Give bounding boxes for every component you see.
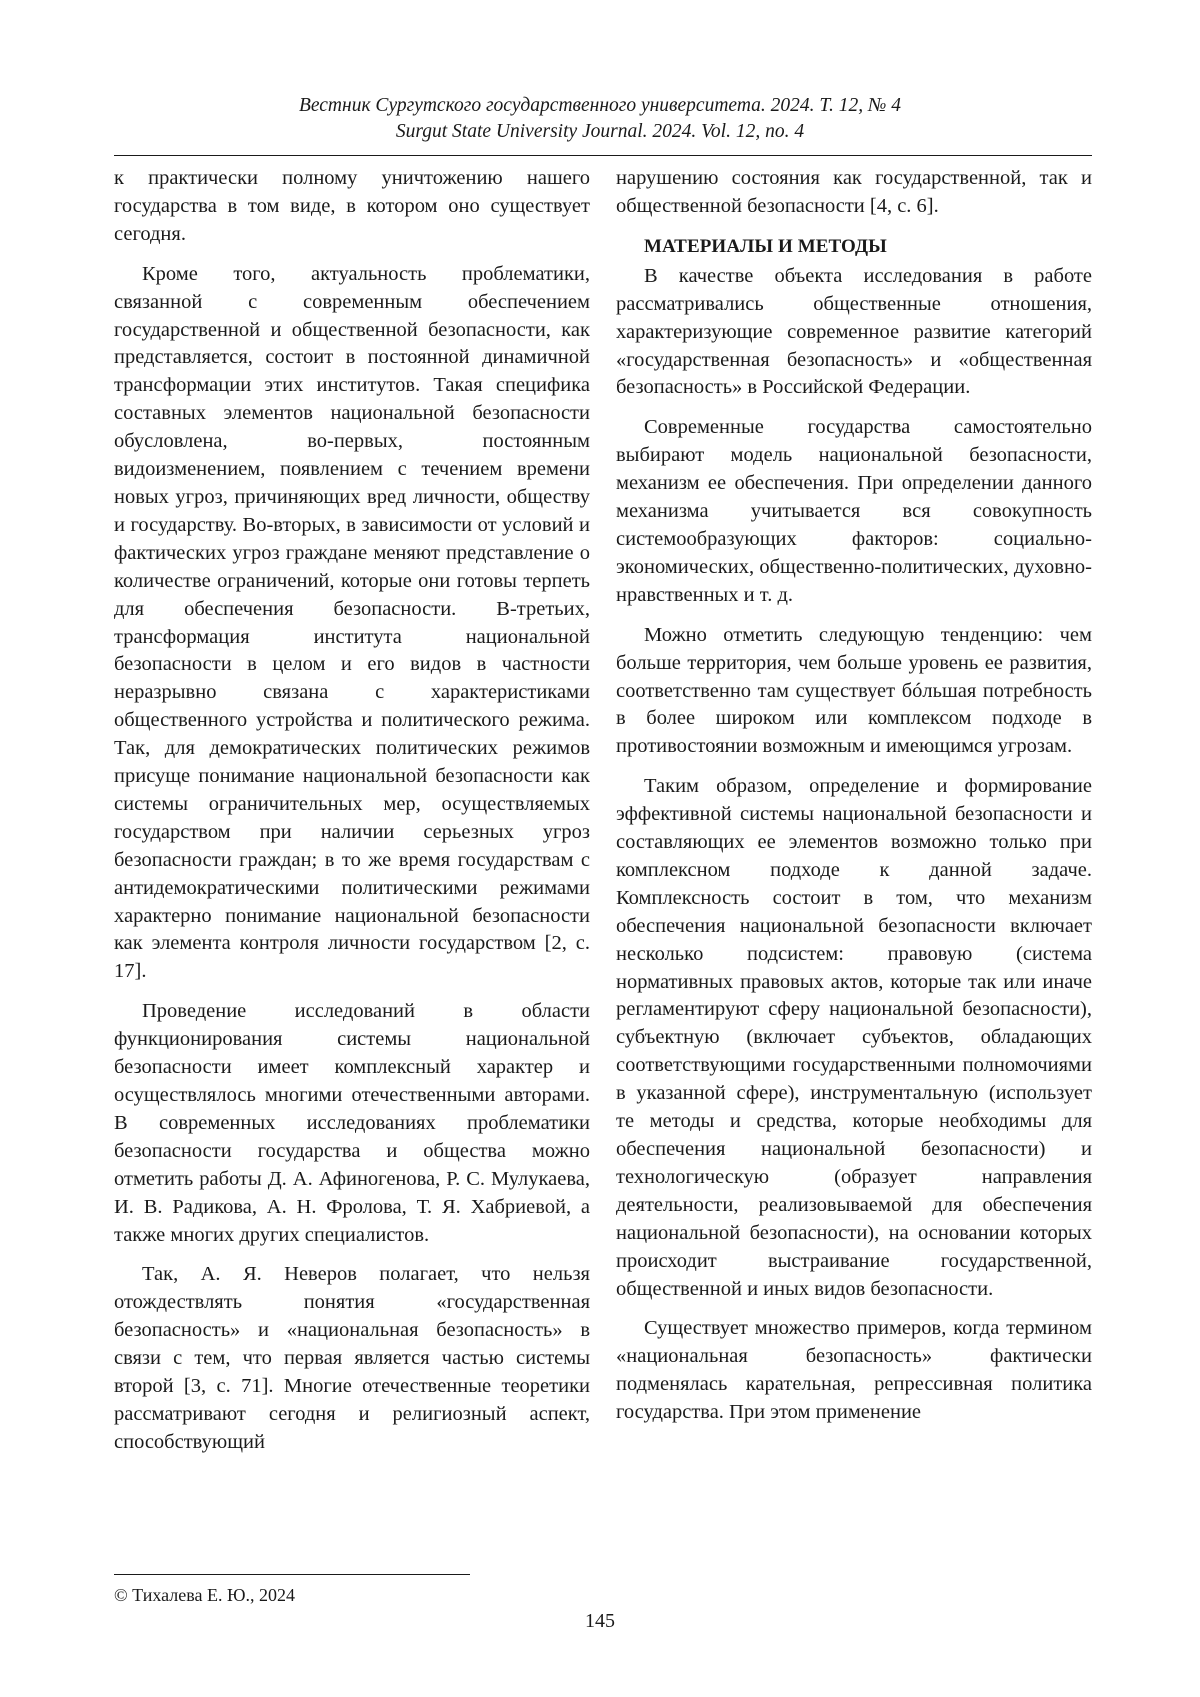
paragraph: Кроме того, актуальность проблематики, связанной с современным обеспечением государственной и общественной безопасности, как представляется, состоит в постоянной динамичной трансформации этих институтов. Такая специфика составных элементов национальной безопасности обусловлена, во-первых, постоянным видоизменением, появлением с течением времени новых угроз, причиняющих вред личности, обществу и государству. Во-вторых, в зависимости от условий и фактических угроз граждане меняют представление о количестве ограничений, которые они готовы терпеть для обеспечения безопасности. В-третьих, трансформация института национальной безопасности в целом и его видов в частности неразрывно связана с характеристиками общественного устройства и политического режима. Так, для демократических политических режимов присуще понимание национальной безопасности как системы ограничительных мер, осуществляемых государством при наличии серьезных угроз безопасности граждан; в то же время государствам с антидемократическими политическими режимами характерно понимание национальной безопасности как элемента контроля личности государством [2, с. 17]. bbox=[114, 262, 590, 983]
section-heading: МАТЕРИАЛЫ И МЕТОДЫ bbox=[644, 235, 887, 257]
header-divider bbox=[114, 155, 1092, 156]
journal-header bbox=[0, 93, 1200, 145]
paragraph: Можно отметить следующую тенденцию: чем больше территория, чем больше уровень ее развития, соответственно там существует бóльшая потребность в более широком или комплексом подходе в противостоянии возможным и имеющимся угрозам. bbox=[616, 623, 1092, 758]
paragraph: Так, А. Я. Неверов полагает, что нельзя отождествлять понятия «государственная безопасность» и «национальная безопасность» в связи с тем, что первая является частью системы второй [3, с. 71]. Многие отечественные теоретики рассматривают сегодня и религиозный аспект, способствующий bbox=[114, 1263, 590, 1453]
left-column bbox=[114, 165, 590, 1469]
journal-title-en: Surgut State University Journal. 2024. Vol. 12, no. 4 bbox=[395, 121, 805, 142]
paragraph: к практически полному уничтожению нашего государства в том виде, в котором оно существует сегодня. bbox=[114, 167, 590, 245]
paragraph: Современные государства самостоятельно выбирают модель национальной безопасности, механизм ее обеспечения. При определении данного механизма учитывается вся совокупность системообразующих факторов: социально-экономических, общественно-политических, духовно-нравственных и т. д. bbox=[616, 416, 1092, 606]
journal-title-ru: Вестник Сургутского государственного университета. 2024. Т. 12, № 4 bbox=[298, 95, 902, 116]
paragraph: В качестве объекта исследования в работе рассматривались общественные отношения, характеризующие современное развитие категорий «государственная безопасность» и «общественная безопасность» в Российской Федерации. bbox=[616, 264, 1092, 399]
paragraph: Существует множество примеров, когда термином «национальная безопасность» фактически подменялась карательная, репрессивная политика государства. При этом применение bbox=[616, 1317, 1092, 1424]
footnote-divider bbox=[114, 1574, 470, 1575]
right-column bbox=[616, 165, 1092, 1439]
paragraph: Проведение исследований в области функционирования системы национальной безопасности имеет комплексный характер и осуществлялось многими отечественными авторами. В современных исследованиях проблематики безопасности государства и общества можно отметить работы Д. А. Афиногенова, Р. С. Мулукаева, И. В. Радикова, А. Н. Фролова, Т. Я. Хабриевой, а также многих других специалистов. bbox=[114, 1000, 590, 1246]
copyright-footnote: © Тихалева Е. Ю., 2024 bbox=[114, 1585, 295, 1605]
paragraph: нарушению состояния как государственной, так и общественной безопасности [4, с. 6]. bbox=[616, 167, 1092, 217]
paragraph: Таким образом, определение и формирование эффективной системы национальной безопасности и составляющих ее элементов возможно только при комплексном подходе к данной задаче. Комплексность состоит в том, что механизм обеспечения национальной безопасности включает несколько подсистем: правовую (система нормативных правовых актов, которые так или иначе регламентируют сферу национальной безопасности), субъектную (включает субъектов, обладающих соответствующими государственными полномочиями в указанной сфере), инструментальную (использует те методы и средства, которые необходимы для обеспечения национальной безопасности) и технологическую (образует направления деятельности, реализовываемой для обеспечения национальной безопасности), на основании которых происходит выстраивание государственной, общественной и иных видов безопасности. bbox=[616, 775, 1092, 1300]
page-number: 145 bbox=[585, 1610, 615, 1632]
